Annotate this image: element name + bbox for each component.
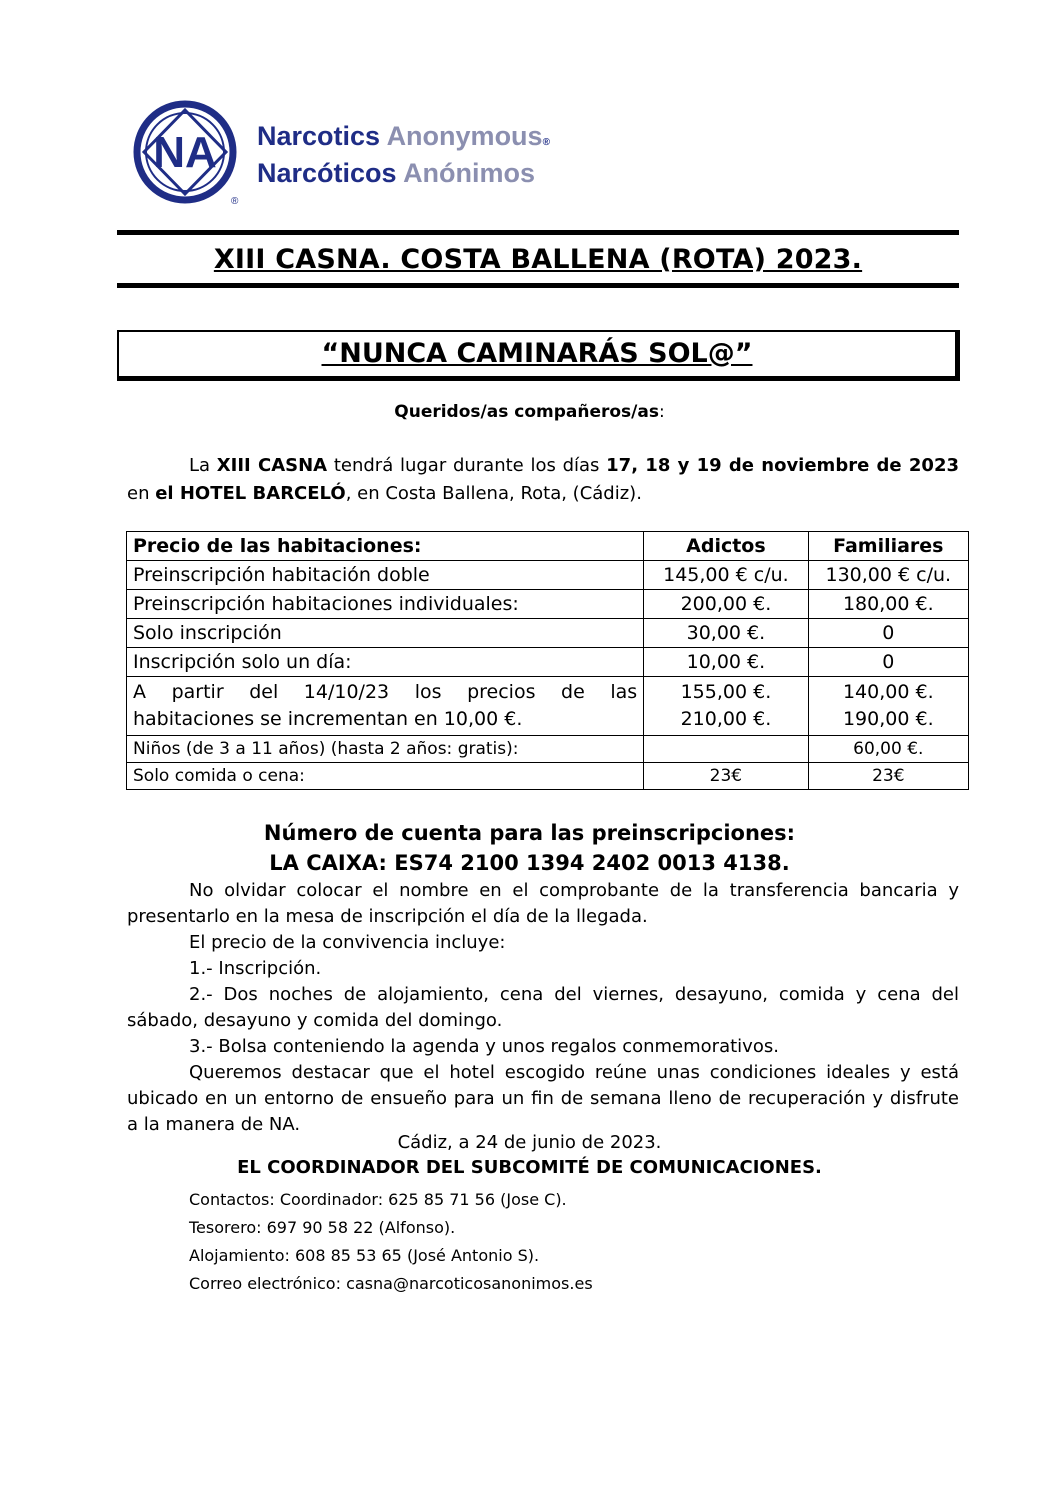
account-block — [0, 818, 1059, 878]
table-cell: 0 — [808, 619, 968, 648]
table-row — [127, 648, 969, 677]
includes-heading: El precio de la convivencia incluye: — [189, 932, 506, 953]
includes-item: 2.- Dos noches de alojamiento, cena del viernes, desayuno, comida y cena del sábado, desayuno y comida del domingo. — [127, 984, 959, 1031]
page-title: XIII CASNA. COSTA BALLENA (ROTA) 2023. — [213, 244, 863, 275]
table-cell: A partir del 14/10/23 los precios de las habitaciones se incrementan en 10,00 €. — [127, 677, 644, 736]
na-logo — [133, 100, 613, 210]
table-cell: 145,00 € c/u. — [644, 561, 808, 590]
intro-paragraph: La XIII CASNA tendrá lugar durante los días 17, 18 y 19 de noviembre de 2023 en el HOTEL BARCELÓ, en Costa Ballena, Rota, (Cádiz). — [127, 455, 960, 504]
table-header-cell: Precio de las habitaciones: — [127, 532, 644, 561]
contact-line: Tesorero: 697 90 58 22 (Alfonso). — [189, 1218, 456, 1237]
transfer-note: No olvidar colocar el nombre en el comprobante de la transferencia bancaria y presentarlo en la mesa de inscripción el día de la llegada. — [127, 880, 959, 927]
body-text — [127, 878, 959, 1138]
table-row-price-increase — [127, 677, 969, 736]
logo-word-narcoticos: Narcóticos — [257, 158, 397, 188]
table-row-children — [127, 736, 969, 763]
contacts-list — [189, 1186, 593, 1298]
na-emblem-icon — [133, 100, 245, 208]
table-cell: Preinscripción habitaciones individuales: — [127, 590, 644, 619]
title-band — [117, 230, 959, 288]
table-cell: 140,00 €. 190,00 €. — [808, 677, 968, 736]
account-number: LA CAIXA: ES74 2100 1394 2402 0013 4138. — [269, 851, 790, 875]
table-cell: 23€ — [644, 763, 808, 790]
table-row-meal — [127, 763, 969, 790]
table-row — [127, 561, 969, 590]
table-cell: 200,00 €. — [644, 590, 808, 619]
table-cell: 0 — [808, 648, 968, 677]
table-cell: 155,00 €. 210,00 €. — [644, 677, 808, 736]
date-line: Cádiz, a 24 de junio de 2023. — [397, 1132, 662, 1153]
table-cell: 10,00 €. — [644, 648, 808, 677]
logo-word-anonimos: Anónimos — [403, 158, 536, 188]
table-cell: 130,00 € c/u. — [808, 561, 968, 590]
slogan-text: “NUNCA CAMINARÁS SOL@” — [321, 338, 753, 369]
table-header-cell: Familiares — [808, 532, 968, 561]
svg-text:®: ® — [231, 196, 239, 207]
table-row — [127, 619, 969, 648]
includes-item: 3.- Bolsa conteniendo la agenda y unos regalos conmemorativos. — [189, 1036, 779, 1057]
includes-item: 1.- Inscripción. — [189, 958, 322, 979]
signer: EL COORDINADOR DEL SUBCOMITÉ DE COMUNICACIONES. — [237, 1157, 822, 1178]
account-heading: Número de cuenta para las preinscripciones: — [263, 821, 796, 845]
logo-wordmark: Narcotics Anonymous® Narcóticos Anónimos — [257, 121, 550, 188]
table-row — [127, 590, 969, 619]
table-cell: Solo inscripción — [127, 619, 644, 648]
table-cell: 30,00 €. — [644, 619, 808, 648]
contact-line: Alojamiento: 608 85 53 65 (José Antonio S). — [189, 1246, 540, 1265]
slogan-box — [117, 330, 960, 381]
table-header-row — [127, 532, 969, 561]
contact-line: Correo electrónico: casna@narcoticosanonimos.es — [189, 1274, 593, 1293]
table-cell: Solo comida o cena: — [127, 763, 644, 790]
table-cell: 60,00 €. — [808, 736, 968, 763]
logo-word-narcotics: Narcotics — [257, 121, 381, 151]
closing-paragraph: Queremos destacar que el hotel escogido reúne unas condiciones ideales y está ubicado en un entorno de ensueño para un fin de semana lleno de recuperación y disfrute a la manera de NA. — [127, 1062, 959, 1135]
table-cell: 180,00 €. — [808, 590, 968, 619]
price-table — [126, 531, 969, 790]
table-header-cell: Adictos — [644, 532, 808, 561]
table-cell — [644, 736, 808, 763]
logo-word-anonymous: Anonymous — [386, 121, 543, 151]
contact-line: Contactos: Coordinador: 625 85 71 56 (Jose C). — [189, 1190, 567, 1209]
greeting: Queridos/as compañeros/as: — [394, 402, 665, 422]
table-cell: Niños (de 3 a 11 años) (hasta 2 años: gratis): — [127, 736, 644, 763]
na-emblem-letters: NA — [153, 128, 217, 177]
table-cell: Preinscripción habitación doble — [127, 561, 644, 590]
table-cell: 23€ — [808, 763, 968, 790]
table-cell: Inscripción solo un día: — [127, 648, 644, 677]
